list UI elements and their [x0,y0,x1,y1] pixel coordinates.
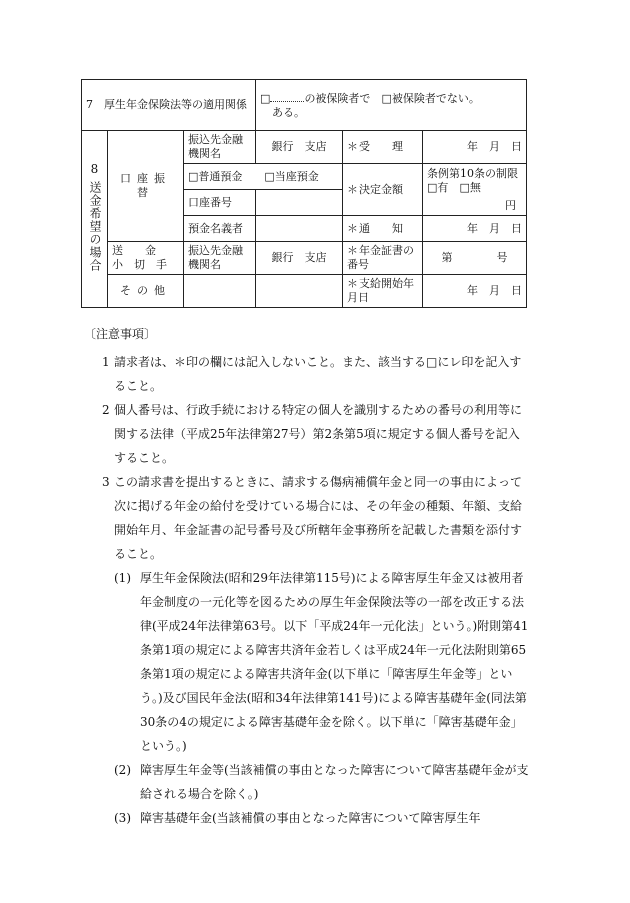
section8-number: 8 [90,162,99,176]
row-furikomi [82,131,527,164]
subitem-number: (1) [114,571,131,585]
kettei-label [343,164,423,216]
jorei-label: 条例第10条の制限 [427,166,519,180]
asterisk-mark: ＊ [347,221,359,235]
kogitte-text: 小 切 手 [112,258,167,271]
sonota-label: その他 [108,275,184,308]
bank-branch-field[interactable]: 銀行 支店 [256,131,343,164]
juri-label [343,131,423,164]
row-soukin [82,242,527,275]
insured-checkbox[interactable]: □ [260,92,271,105]
bank-branch2-field[interactable]: 銀行 支店 [256,242,343,275]
futsu-checkbox[interactable]: □普通預金 [188,169,243,183]
yen-unit: 円 [505,198,517,212]
tsuchi-label [343,216,423,242]
note-number: 3 [102,475,110,489]
row-sonota [82,275,527,308]
soukin-kogitte-label [108,242,184,275]
soukin-text: 送 金 [112,244,156,257]
tsuchi-date-field: 年 月 日 [423,216,527,242]
pension-form-table [81,79,527,308]
sonota-field-2[interactable] [256,275,343,308]
sonota-field-1[interactable] [184,275,256,308]
subitem-number: (2) [114,763,131,777]
note-item [90,470,530,566]
shosho-label [343,242,423,275]
note-item [90,350,530,398]
notes-section [84,322,530,830]
notes-heading: 〔注意事項〕 [84,327,157,341]
furikomi-kikan-label: 振込先金融機関名 [184,131,256,164]
note-number: 2 [102,403,110,417]
asterisk-mark: ＊ [347,277,359,290]
asterisk-mark: ＊ [347,140,359,153]
shikyu-date-field: 年 月 日 [423,275,527,308]
shikyu-label [343,275,423,308]
note-subitem [90,566,530,758]
nashi-checkbox[interactable]: □無 [459,180,481,194]
shosho-number-field: 第 号 [423,242,527,275]
juri-date-field: 年 月 日 [423,131,527,164]
not-insured-checkbox[interactable]: □ [381,92,392,105]
note-text: 個人番号は、行政手続における特定の個人を識別するための番号の利用等に関する法律（平成25年法律第27号）第2条第5項に規定する個人番号を記入すること。 [114,403,523,465]
section7-options [256,80,527,131]
koza-furikae-label: 口座振替 [108,131,184,242]
tsuchi-text: 通 知 [359,221,404,235]
subitem-text: 障害基礎年金(当該補償の事由となった障害について障害厚生年 [140,811,481,825]
insured-option-suffix: ある。 [272,106,306,119]
insured-blank[interactable] [270,90,304,102]
kettei-amount-field [423,164,527,216]
kettei-text: 決定金額 [359,182,404,196]
juri-text: 受 理 [359,140,404,153]
subitem-number: (3) [114,811,131,825]
subitem-text: 障害厚生年金等(当該補償の事由となった障害について障害基礎年金が支給される場合を除く。) [140,763,529,801]
note-text: この請求書を提出するときに、請求する傷病補償年金と同一の事由によって次に掲げる年金の給付を受けている場合には、その年金の種類、年額、支給開始年月、年金証書の記号番号及び所轄年金事務所を記載した書類を添付すること。 [114,475,523,561]
furikomi-kikan2-label: 振込先金融機関名 [184,242,256,275]
section8-title: 送金希望の場合 [88,181,102,272]
meigi-field[interactable] [256,216,343,242]
asterisk-mark: ＊ [347,182,359,196]
section7-row [82,80,527,131]
section8-label [82,131,108,308]
koza-bango-label: 口座番号 [184,190,256,216]
note-subitem [90,806,530,830]
subitem-text: 厚生年金保険法(昭和29年法律第115号)による障害厚生年金又は被用者年金制度の一元化等を図るための厚生年金保険法等の一部を改正する法律(平成24年法律第63号。以下「平成24年一元化法」という。)附則第41条第1項の規定による障害共済年金若しくは平成24年一元化法附則第65条第1項の規定による障害共済年金(以下単に「障害厚生年金等」という。)及び国民年金法(昭和34年法律第141号)による障害基礎年金(同法第30条の4の規定による障害基礎年金を除く。以下単に「障害基礎年金」という。) [140,571,529,753]
shikyu-text: 支給開始年月日 [347,277,415,304]
toza-checkbox[interactable]: □当座預金 [264,169,319,183]
note-subitem [90,758,530,806]
koza-bango-field[interactable] [256,190,343,216]
note-item [90,398,530,470]
not-insured-option-text: 被保険者でない。 [391,92,480,105]
note-number: 1 [102,355,110,369]
note-text: 請求者は、＊印の欄には記入しないこと。また、該当する□にレ印を記入すること。 [114,355,522,393]
deposit-type-field[interactable] [184,164,343,190]
shosho-text: 年金証書の番号 [347,244,415,271]
meigi-label: 預金名義者 [184,216,256,242]
section7-label: 7 厚生年金保険法等の適用関係 [82,80,256,131]
ari-checkbox[interactable]: □有 [427,180,449,194]
insured-option-text: の被保険者で [304,92,371,105]
asterisk-mark: ＊ [347,244,359,257]
